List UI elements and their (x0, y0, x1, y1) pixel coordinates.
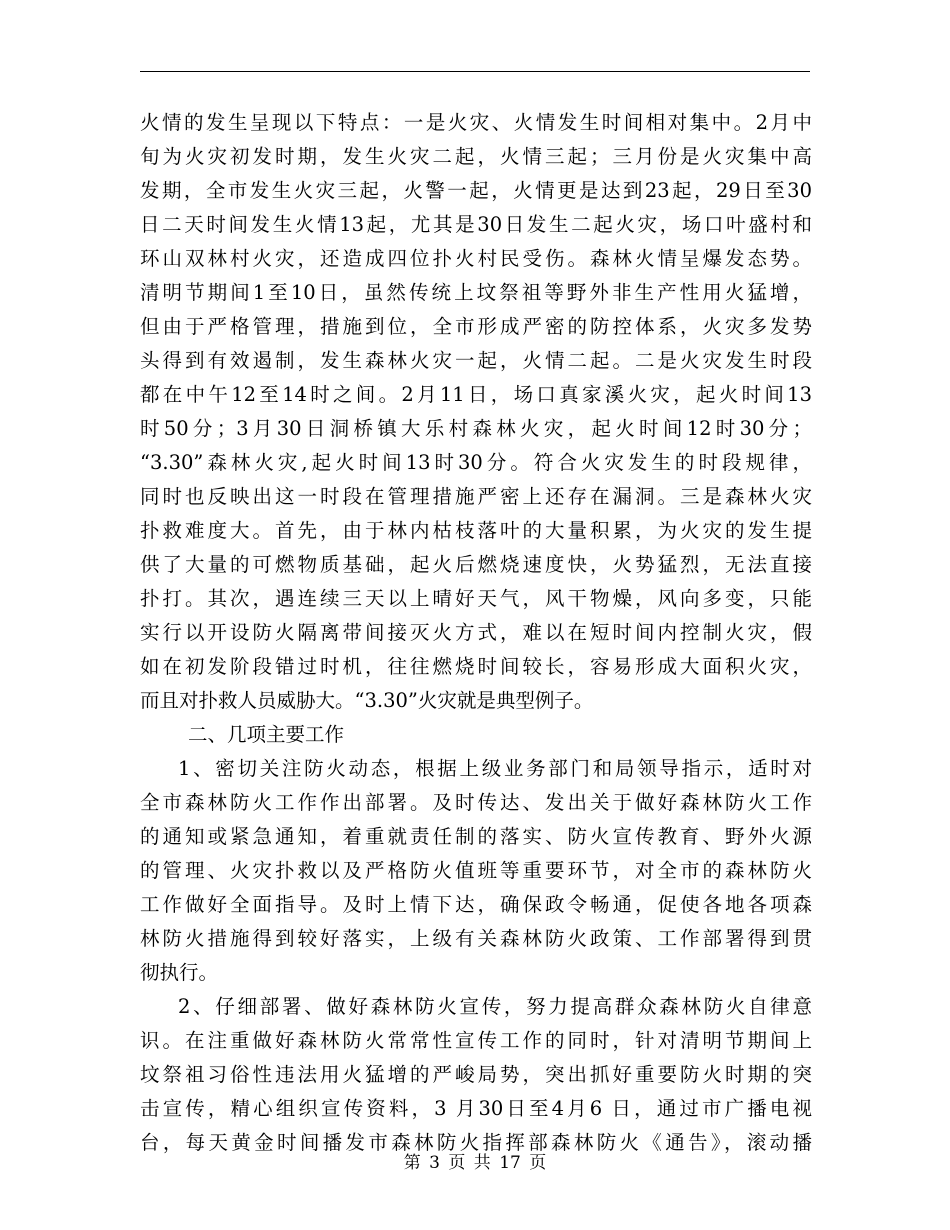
text-line: 发期，全市发生火灾三起，火警一起，火情更是达到23起，29日至30 (140, 179, 812, 202)
text-line: 坟祭祖习俗性违法用火猛增的严峻局势，突出抓好重要防火时期的突 (140, 1063, 812, 1086)
page-footer: 第 3 页 共 17 页 (403, 1153, 547, 1173)
text-line: 但由于严格管理，措施到位，全市形成严密的防控体系，火灾多发势 (140, 315, 812, 338)
text-line: 清明节期间1至10日，虽然传统上坟祭祖等野外非生产性用火猛增， (140, 281, 812, 304)
text-line: 击宣传，精心组织宣传资料，3 月30日至4月6 日，通过市广播电视 (140, 1097, 812, 1120)
text-line: 台，每天黄金时间播发市森林防火指挥部森林防火《通告》，滚动播 (140, 1131, 812, 1154)
text-line: 扑救难度大。首先，由于林内枯枝落叶的大量积累，为火灾的发生提 (140, 519, 812, 542)
text-line: 的通知或紧急通知，着重就责任制的落实、防火宣传教育、野外火源 (140, 825, 812, 848)
text-line: 扑打。其次，遇连续三天以上晴好天气，风干物燥，风向多变，只能 (140, 587, 812, 610)
document-body (140, 106, 812, 1160)
text-line: 火情的发生呈现以下特点：一是火灾、火情发生时间相对集中。2月中 (140, 111, 812, 134)
text-line: 日二天时间发生火情13起，尤其是30日发生二起火灾，场口叶盛村和 (140, 213, 812, 236)
text-line: 林防火措施得到较好落实，上级有关森林防火政策、工作部署得到贯 (140, 927, 812, 950)
text-line: 同时也反映出这一时段在管理措施严密上还存在漏洞。三是森林火灾 (140, 485, 812, 508)
text-line: 识。在注重做好森林防火常常性宣传工作的同时，针对清明节期间上 (140, 1029, 812, 1052)
text-line: 都在中午12至14时之间。2月11日，场口真家溪火灾，起火时间13 (140, 383, 812, 406)
text-line: 彻执行。 (140, 961, 219, 984)
text-line: 旬为火灾初发时期，发生火灾二起，火情三起；三月份是火灾集中高 (140, 145, 812, 168)
text-line: 环山双林村火灾，还造成四位扑火村民受伤。森林火情呈爆发态势。 (140, 247, 812, 270)
text-line: 头得到有效遏制，发生森林火灾一起，火情二起。二是火灾发生时段 (140, 349, 812, 372)
section-heading: 二、几项主要工作 (188, 723, 345, 746)
text-line: 如在初发阶段错过时机，往往燃烧时间较长，容易形成大面积火灾， (140, 655, 812, 678)
text-line: 而且对扑救人员威胁大。“3.30”火灾就是典型例子。 (140, 689, 594, 712)
text-line: 的管理、火灾扑救以及严格防火值班等重要环节，对全市的森林防火 (140, 859, 812, 882)
text-line: 全市森林防火工作作出部署。及时传达、发出关于做好森林防火工作 (140, 791, 812, 814)
text-line: 2、仔细部署、做好森林防火宣传，努力提高群众森林防火自律意 (178, 995, 812, 1018)
text-line: 工作做好全面指导。及时上情下达，确保政令畅通，促使各地各项森 (140, 893, 812, 916)
text-line: “3.30”森林火灾,起火时间13时30分。符合火灾发生的时段规律， (140, 451, 812, 474)
text-line: 时50分；3月30日洞桥镇大乐村森林火灾，起火时间12时30分； (140, 417, 812, 440)
text-line: 供了大量的可燃物质基础，起火后燃烧速度快，火势猛烈，无法直接 (140, 553, 812, 576)
text-line: 1、密切关注防火动态，根据上级业务部门和局领导指示，适时对 (178, 757, 812, 780)
header-rule (140, 71, 810, 72)
text-line: 实行以开设防火隔离带间接灭火方式，难以在短时间内控制火灾，假 (140, 621, 812, 644)
